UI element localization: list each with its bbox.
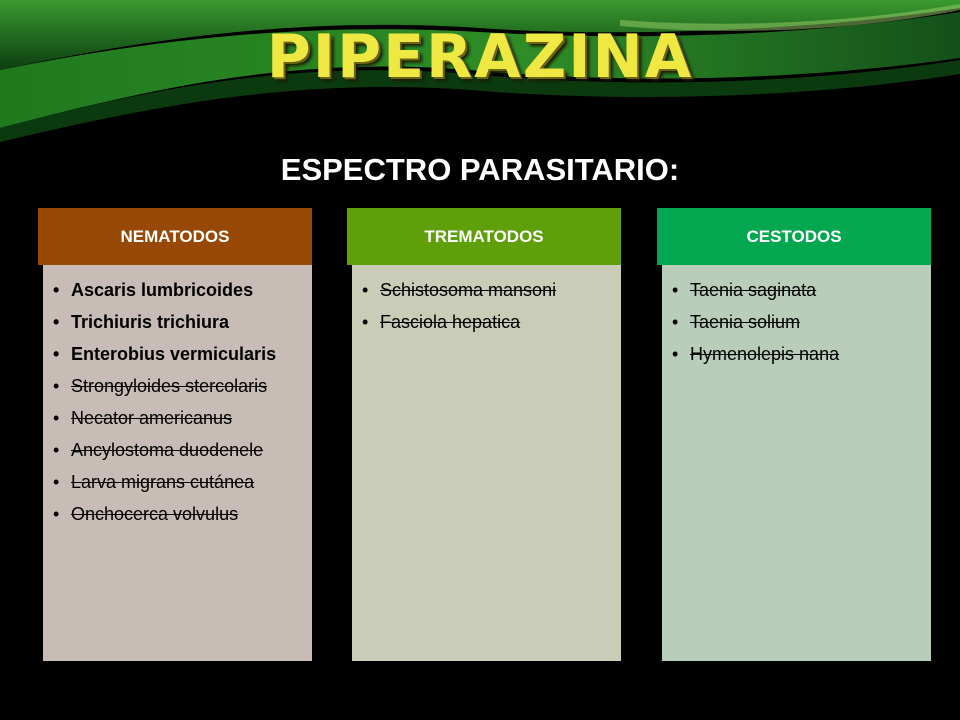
column-body-cestodos (662, 265, 931, 661)
parasite-list-item (53, 277, 300, 304)
bullet-icon: • (53, 376, 60, 396)
parasite-list-item (53, 437, 300, 464)
parasite-name: Hymenolepis nana (690, 344, 840, 364)
bullet-icon: • (53, 408, 60, 428)
parasite-name: Necator americanus (71, 408, 233, 428)
parasite-name: Larva migrans cutánea (71, 472, 255, 492)
section-subtitle: ESPECTRO PARASITARIO: (280, 152, 680, 187)
column-cestodos (657, 208, 931, 661)
parasite-name: Trichiuris trichiura (71, 312, 230, 332)
column-nematodos (38, 208, 312, 661)
parasite-list-item (53, 309, 300, 336)
parasite-name: Taenia solium (690, 312, 801, 332)
parasite-name: Onchocerca volvulus (71, 504, 239, 524)
parasite-list-trematodos (362, 277, 609, 336)
bullet-icon: • (53, 344, 60, 364)
parasite-list-item (53, 373, 300, 400)
parasite-name: Strongyloides stercolaris (71, 376, 268, 396)
parasite-list-nematodos (53, 277, 300, 528)
page-title: PIPERAZINA (266, 22, 694, 92)
column-header-trematodos: TREMATODOS (347, 208, 621, 265)
bullet-icon: • (362, 312, 369, 332)
column-body-trematodos (352, 265, 621, 661)
column-header-nematodos: NEMATODOS (38, 208, 312, 265)
bullet-icon: • (53, 504, 60, 524)
parasite-list-item (672, 309, 919, 336)
parasite-name: Ascaris lumbricoides (71, 280, 254, 300)
bullet-icon: • (53, 440, 60, 460)
bullet-icon: • (362, 280, 369, 300)
parasite-list-cestodos (672, 277, 919, 368)
bullet-icon: • (672, 280, 679, 300)
bullet-icon: • (672, 344, 679, 364)
parasite-list-item (53, 501, 300, 528)
bullet-icon: • (53, 280, 60, 300)
parasite-list-item (672, 277, 919, 304)
parasite-list-item (53, 341, 300, 368)
parasite-name: Fasciola hepatica (380, 312, 521, 332)
parasite-list-item (53, 405, 300, 432)
column-trematodos (347, 208, 621, 661)
parasite-name: Schistosoma mansoni (380, 280, 557, 300)
parasite-list-item (53, 469, 300, 496)
parasite-name: Ancylostoma duodenele (71, 440, 264, 460)
parasite-list-item (362, 277, 609, 304)
bullet-icon: • (53, 312, 60, 332)
parasite-list-item (362, 309, 609, 336)
column-header-cestodos: CESTODOS (657, 208, 931, 265)
parasite-list-item (672, 341, 919, 368)
bullet-icon: • (672, 312, 679, 332)
parasite-name: Taenia saginata (690, 280, 817, 300)
bullet-icon: • (53, 472, 60, 492)
parasite-name: Enterobius vermicularis (71, 344, 277, 364)
column-body-nematodos (43, 265, 312, 661)
